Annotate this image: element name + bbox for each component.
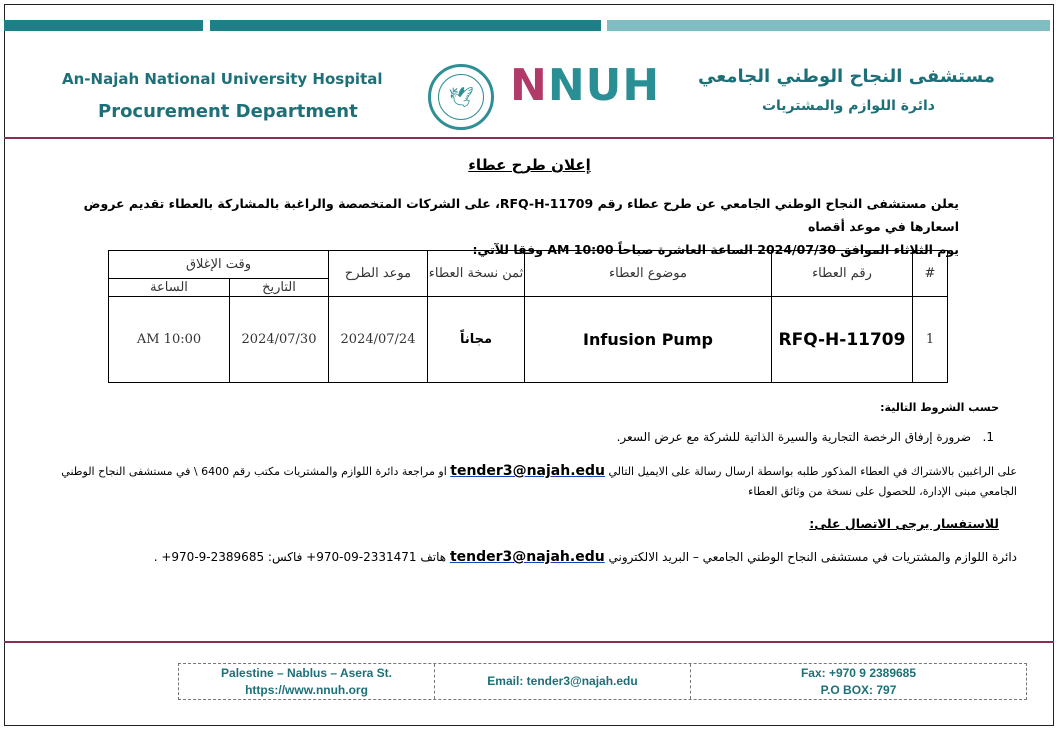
header-bar-dark-1 <box>4 20 203 31</box>
cell-closing-time: AM 10:00 <box>109 297 230 383</box>
department-name-en: Procurement Department <box>98 101 358 122</box>
email-link[interactable]: tender3@najah.edu <box>450 463 605 479</box>
tender-table <box>108 250 948 383</box>
col-header-closing-date: التاريخ <box>230 279 329 297</box>
instructions-after-email: او مراجعة دائرة اللوازم والمشتريات مكتب رقم 6400 \ في مستشفى النجاح الوطني الجامعي مبنى الإدارة، للحصول على نسخة من وثائق العطاء <box>61 465 1017 498</box>
intro-line-1: يعلن مستشفى النجاح الوطني الجامعي عن طرح عطاء رقم RFQ-H-11709، على الشركات المتخصصة والراغبة بالمشاركة بالعطاء تقديم عروض اسعارها في موعد أقصاه <box>83 196 959 234</box>
footer-fax: Fax: +970 9 2389685 <box>800 665 917 680</box>
condition-item-1 <box>617 430 994 444</box>
col-header-price: ثمن نسخة العطاء <box>428 251 525 297</box>
footer-email-cell <box>435 664 691 699</box>
table-row <box>109 297 948 383</box>
inquiry-email-link[interactable]: tender3@najah.edu <box>449 549 605 565</box>
hospital-name-ar: مستشفى النجاح الوطني الجامعي <box>698 66 995 87</box>
footer-fax-cell <box>691 664 1026 699</box>
col-header-offer-date: موعد الطرح <box>329 251 428 297</box>
cell-offer-date: 2024/07/24 <box>329 297 428 383</box>
logo-letter-n: N <box>510 60 548 111</box>
inquiry-contact <box>17 549 1017 565</box>
university-seal-logo <box>428 64 494 130</box>
page-title: إعلان طرح عطاء <box>468 156 591 174</box>
inquiry-text-after: هاتف 2331471-09-970+ فاكس: 2389685-9-970+ . <box>153 550 447 564</box>
hospital-name-en: An-Najah National University Hospital <box>62 70 383 88</box>
inquiry-heading: للاستفسار يرجى الاتصال على: <box>809 516 999 531</box>
col-header-subject: موضوع العطاء <box>525 251 772 297</box>
header-divider <box>4 137 1054 139</box>
condition-item-text: ضرورة إرفاق الرخصة التجارية والسيرة الذاتية للشركة مع عرض السعر. <box>616 430 972 444</box>
cell-tender-no: RFQ-H-11709 <box>772 297 913 383</box>
col-header-closing-time: الساعة <box>109 279 230 297</box>
cell-closing-date: 2024/07/30 <box>230 297 329 383</box>
department-name-ar: دائرة اللوازم والمشتريات <box>761 98 935 114</box>
dove-icon: 🕊 <box>438 74 484 120</box>
conditions-heading: حسب الشروط التالية: <box>880 401 999 414</box>
instructions-before-email: على الراغبين بالاشتراك في العطاء المذكور طلبه بواسطة ارسال رسالة على الايميل التالي <box>608 465 1017 478</box>
intro-line-2: يوم الثلاثاء الموافق 2024/07/30 الساعة العاشرة صباحاً AM 10:00 وفقا للآتي: <box>472 242 959 257</box>
inquiry-text-before: دائرة اللوازم والمشتريات في مستشفى النجاح الوطني الجامعي – البريد الالكتروني <box>608 550 1017 564</box>
footer-divider <box>4 641 1054 643</box>
footer-address-cell <box>179 664 435 699</box>
cell-price: مجاناً <box>428 297 525 383</box>
header-bar-dark-2 <box>210 20 601 31</box>
condition-item-number: 1. <box>982 430 994 444</box>
col-header-closing: وقت الإغلاق <box>109 251 329 279</box>
cell-num: 1 <box>913 297 948 383</box>
cell-subject: Infusion Pump <box>525 297 772 383</box>
footer-email[interactable]: Email: tender3@najah.edu <box>487 674 638 688</box>
col-header-num: # <box>913 251 948 297</box>
logo-letters-nuh: NUH <box>547 60 661 111</box>
nnuh-logo <box>510 60 660 111</box>
header-bar-light <box>607 20 1050 31</box>
footer-address: Palestine – Nablus – Asera St. <box>221 665 392 680</box>
footer-pobox: P.O BOX: 797 <box>820 682 897 697</box>
instructions-paragraph <box>27 462 1017 502</box>
footer-website-link[interactable]: https://www.nnuh.org <box>245 682 368 697</box>
col-header-tender-no: رقم العطاء <box>772 251 913 297</box>
footer-contact-box <box>178 663 1027 700</box>
